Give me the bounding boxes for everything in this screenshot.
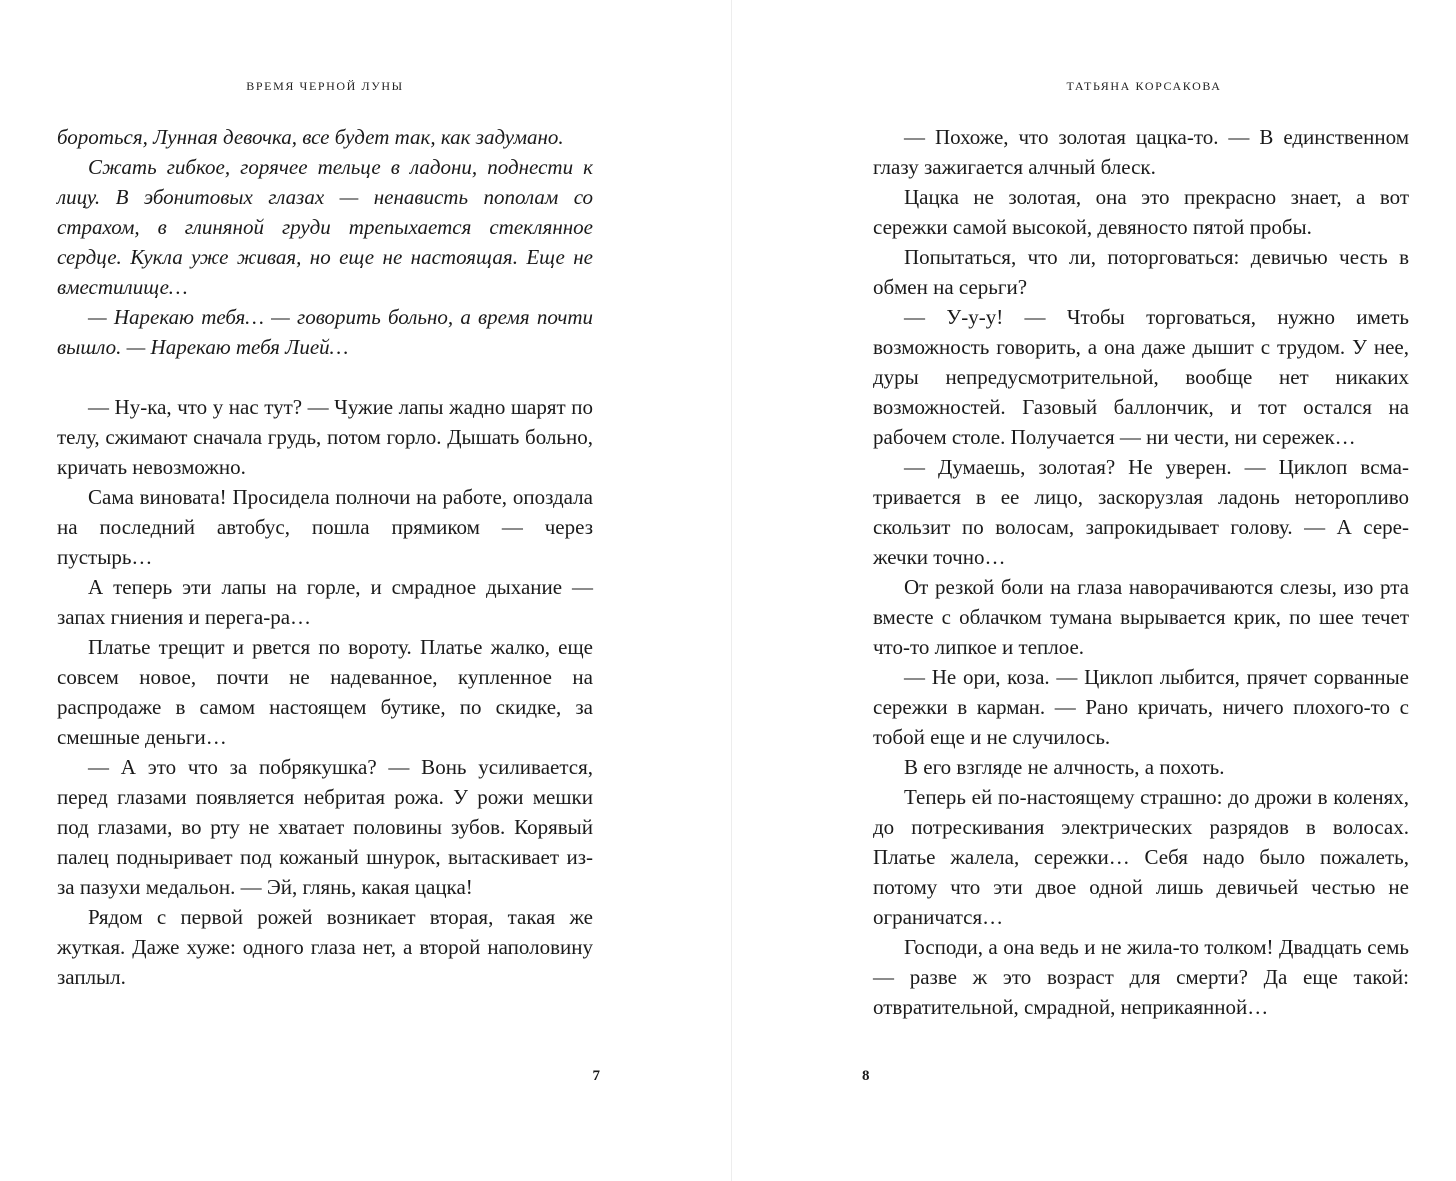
- running-head-author: ТАТЬЯНА КОРСАКОВА: [1066, 79, 1222, 93]
- paragraph: А теперь эти лапы на горле, и смрадное дыхание — запах гниения и перега-ра…: [57, 575, 593, 629]
- paragraph: — А это что за побрякушка? — Вонь усиливается, перед глазами появляется небритая рожа. У рожи мешки под глазами, во рту не хватает половины зубов. Корявый палец подныривает под кожаный шнурок, вытаскивает из-за пазухи медальон. — Эй, глянь, какая цацка!: [57, 755, 593, 899]
- paragraph: — Думаешь, золотая? Не уверен. — Циклоп всматривается в ее лицо, заскорузлая ладонь неторопливо скользит по волосам, запрокидывает голову. — А сережечки точно…: [873, 455, 1409, 569]
- paragraph: Теперь ей по-настоящему страшно: до дрожи в коленях, до потрескивания электрических разрядов в волосах. Платье жалела, сережки… Себя надо было пожалеть, потому что эти двое одной лишь девичьей честью не ограничатся…: [873, 785, 1409, 929]
- paragraph: Попытаться, что ли, поторговаться: девичью честь в обмен на серьги?: [873, 245, 1409, 299]
- page-number: 7: [592, 1068, 600, 1084]
- running-head-book-title: ВРЕМЯ ЧЕРНОЙ ЛУНЫ: [246, 79, 404, 93]
- right-page-text: [873, 122, 1409, 1022]
- paragraph: — У-у-у! — Чтобы торговаться, нужно иметь возможность говорить, а она даже дышит с трудом. У нее, дуры непредусмотрительной, вообще нет никаких возможностей. Газовый баллончик, и тот остался на рабочем столе. Получается — ни чести, ни сережек…: [873, 305, 1409, 449]
- paragraph: бороться, Лунная девочка, все будет так, как задумано.: [57, 125, 564, 149]
- paragraph: Цацка не золотая, она это прекрасно знает, а вот сережки самой высокой, девяносто пятой пробы.: [873, 185, 1409, 239]
- paragraph: От резкой боли на глаза наворачиваются слезы, изо рта вместе с облачком тумана вырывается крик, по шее течет что-то липкое и теплое.: [873, 575, 1409, 659]
- right-page: [728, 0, 1456, 1181]
- paragraph: В его взгляде не алчность, а похоть.: [904, 755, 1225, 779]
- paragraph: — Похоже, что золотая цацка-то. — В единственном глазу зажигается алчный блеск.: [873, 125, 1409, 179]
- paragraph: Сама виновата! Просидела полночи на работе, опоздала на последний автобус, пошла прямиком — через пустырь…: [57, 485, 593, 569]
- paragraph: Рядом с первой рожей возникает вторая, такая же жуткая. Даже хуже: одного глаза нет, а второй наполовину заплыл.: [57, 905, 593, 989]
- paragraph: — Не ори, коза. — Циклоп лыбится, прячет сорванные сережки в карман. — Рано кричать, ничего плохого-то с тобой еще и не случилось.: [873, 665, 1409, 749]
- paragraph: Сжать гибкое, горячее тельце в ладони, поднести к лицу. В эбонитовых глазах — ненависть пополам со страхом, в глиняной груди трепыхается стеклянное сердце. Кукла уже живая, но еще не настоящая. Еще не вместилище…: [57, 155, 593, 299]
- left-page-text: [57, 122, 593, 992]
- paragraph: Платье трещит и рвется по вороту. Платье жалко, еще совсем новое, почти не надеванное, купленное на распродаже в самом настоящем бутике, по скидке, за смешные деньги…: [57, 635, 593, 749]
- paragraph: Господи, а она ведь и не жила-то толком! Двадцать семь — разве ж это возраст для смерти? Да еще такой: отвратительной, смрадной, неприкаянной…: [873, 935, 1409, 1019]
- paragraph: — Ну-ка, что у нас тут? — Чужие лапы жадно шарят по телу, сжимают сначала грудь, потом горло. Дышать больно, кричать невозможно.: [57, 395, 593, 479]
- page-number: 8: [862, 1068, 870, 1084]
- paragraph: — Нарекаю тебя… — говорить больно, а время почти вышло. — Нарекаю тебя Лией…: [57, 305, 593, 359]
